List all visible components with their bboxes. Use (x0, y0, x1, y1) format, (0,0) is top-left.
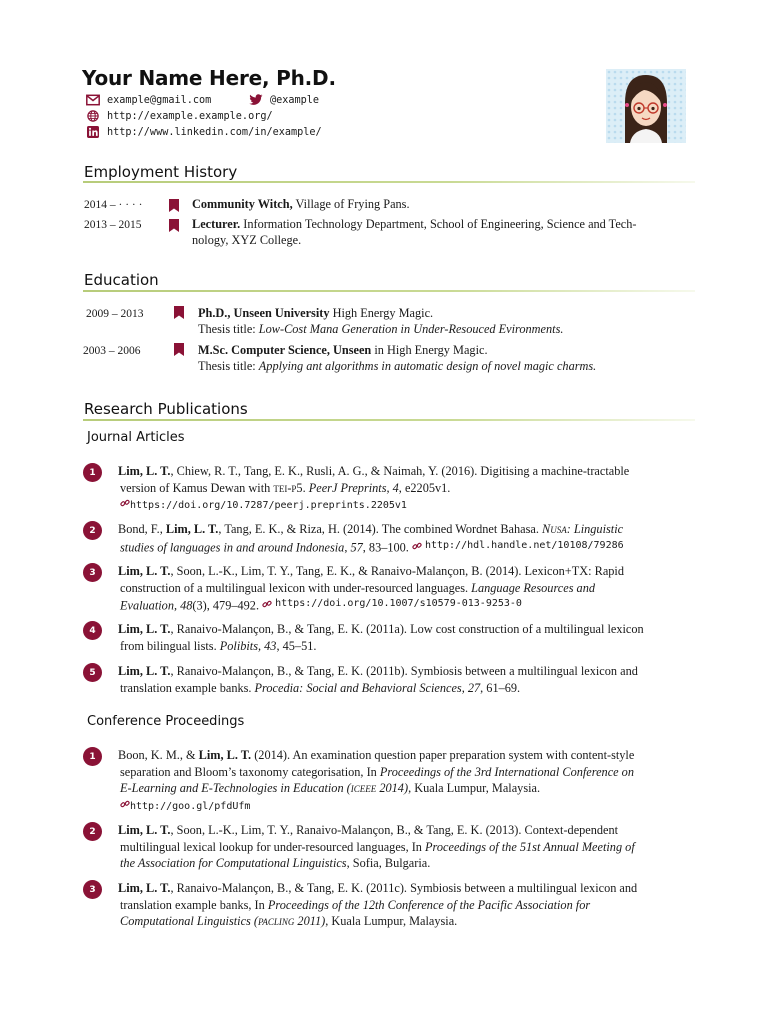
citation-venue: Polibits, 43 (219, 638, 277, 653)
employment-role: Community Witch, (192, 197, 293, 211)
citation-text: translation example banks, In (120, 897, 268, 912)
entry-number: 5 (83, 663, 102, 682)
citation-venue: Proceedings of the 12th Conference of the Pacific Association for (267, 897, 591, 912)
entry-number: 1 (83, 463, 102, 482)
citation-smallcaps: pacling 2011 (258, 914, 322, 928)
handle-link[interactable] (412, 538, 624, 555)
citation-venue: Nusa (542, 522, 567, 536)
citation-text: separation and Bloom’s taxonomy categorisation, In (120, 764, 380, 779)
degree: Ph.D., Unseen University (198, 306, 330, 320)
citation-text: , Ranaivo-Malançon, B., & Tang, E. K. (2011c). Symbiosis between a multilingual lexicon and (170, 881, 638, 895)
citation-text: , (344, 539, 351, 554)
bookmark-icon (174, 306, 184, 319)
citation-smallcaps: tei-p5 (273, 480, 303, 495)
citation-venue: E-Learning and E-Technologies in Education ( (120, 781, 351, 795)
citation-text: , Soon, L.-K., Lim, T. Y., Tang, E. K., & Ranaivo-Malançon, B. (2014). Lexicon+TX: Rapid (170, 564, 624, 578)
employment-detail: Information Technology Department, School of Engineering, Science and Tech- (240, 217, 637, 231)
entry-number: 2 (83, 822, 102, 841)
twitter-handle[interactable]: @example (270, 94, 320, 106)
employment-detail: Village of Frying Pans. (292, 197, 410, 211)
link-icon (120, 498, 130, 508)
employment-role: Lecturer. (192, 217, 241, 231)
degree-field: in High Energy Magic. (371, 343, 488, 357)
citation-volume: 57 (350, 539, 363, 554)
entry-dates: 2014 – · · · · (84, 199, 143, 211)
linkedin-url[interactable]: http://www.linkedin.com/in/example/ (107, 126, 322, 138)
citation-venue: ) (321, 914, 326, 928)
email-contact[interactable] (86, 94, 211, 106)
citation-text: (2014). An examination question paper preparation system with content-style (251, 748, 635, 762)
citation-venue: Computational Linguistics ( (120, 914, 259, 928)
entry-number: 4 (83, 621, 102, 640)
citation-text: , 61–69. (480, 680, 521, 695)
citation-text: . (302, 480, 309, 495)
citation-text: (3), 479–492. (192, 598, 263, 613)
twitter-icon (249, 94, 263, 106)
section-divider (83, 181, 695, 183)
bookmark-icon (169, 199, 179, 212)
handle-url[interactable]: http://hdl.handle.net/10108/79286 (424, 539, 624, 551)
citation-text: , Tang, E. K., & Riza, H. (2014). The combined Wordnet Bahasa. (218, 522, 542, 536)
author-highlight: Lim, L. T. (165, 522, 219, 536)
degree: M.Sc. Computer Science, Unseen (198, 343, 372, 357)
citation-venue: studies of languages in and around Indonesia (120, 539, 345, 554)
employment-detail-cont: nology, XYZ College. (192, 233, 302, 247)
citation-text: , 83–100. (362, 539, 412, 554)
citation-text: , Soon, L.-K., Lim, T. Y., Ranaivo-Malançon, B., & Tang, E. K. (2013). Context-dependent (170, 823, 619, 837)
thesis-title: Applying ant algorithms in automatic design of novel magic charms. (258, 359, 597, 373)
citation-venue: Proceedings of the 51st Annual Meeting of (425, 839, 635, 854)
citation-text: , Ranaivo-Malançon, B., & Tang, E. K. (2011b). Symbiosis between a multilingual lexicon and (170, 664, 638, 678)
thesis-label: Thesis title: (198, 359, 259, 373)
thesis-title: Low-Cost Mana Generation in Under-Resouced Evironments. (258, 322, 564, 336)
citation-text: translation example banks. (120, 680, 255, 695)
homepage-contact[interactable] (86, 110, 273, 122)
bookmark-icon (169, 219, 179, 232)
author-highlight: Lim, L. T. (118, 564, 171, 578)
doi-url[interactable]: https://doi.org/10.7287/peerj.preprints.2205v1 (130, 500, 407, 511)
entry-dates: 2003 – 2006 (83, 345, 141, 357)
author-highlight: Lim, L. T. (118, 881, 171, 895)
short-url[interactable]: http://goo.gl/pfdUfm (130, 800, 251, 812)
citation-text: , Ranaivo-Malançon, B., & Tang, E. K. (2011a). Low cost construction of a multilingual lexicon (170, 622, 644, 636)
person-name: Your Name Here, Ph.D. (82, 66, 336, 90)
linkedin-icon (86, 126, 100, 138)
link-icon (120, 799, 130, 809)
entry-dates: 2009 – 2013 (86, 308, 144, 320)
citation-text: , 45–51. (276, 638, 317, 653)
citation-venue: the Association for Computational Linguistics (120, 856, 347, 870)
avatar (606, 69, 686, 143)
citation-venue: ) (403, 781, 409, 795)
citation-text: Boon, K. M., & (118, 748, 199, 762)
education-section-title: Education (84, 271, 159, 289)
citation-venue: : Linguistic (566, 522, 624, 536)
author-highlight: Lim, L. T. (118, 664, 171, 678)
thesis-label: Thesis title: (198, 322, 259, 336)
citation-venue: Procedia: Social and Behavioral Sciences, 27 (254, 680, 481, 695)
citation-text: multilingual lexical lookup for under-resourced languages, In (120, 839, 426, 854)
publications-section-title: Research Publications (84, 400, 248, 418)
author-highlight: Lim, L. T. (198, 748, 252, 762)
citation-smallcaps: iceee 2014 (350, 781, 404, 795)
linkedin-contact[interactable] (86, 126, 322, 138)
section-divider (83, 419, 695, 421)
author-highlight: Lim, L. T. (118, 823, 171, 837)
citation-venue: PeerJ Preprints, 4 (308, 480, 399, 495)
entry-dates: 2013 – 2015 (84, 219, 142, 231)
citation-text: Bond, F., (118, 522, 166, 536)
citation-venue: Evaluation, 48 (120, 598, 193, 613)
citation-text: , Chiew, R. T., Tang, E. K., Rusli, A. G., & Naimah, Y. (2016). Digitising a machine-tractable (170, 464, 630, 478)
citation-venue: Language Resources and (471, 580, 596, 595)
employment-section-title: Employment History (84, 163, 238, 181)
doi-link[interactable] (118, 496, 690, 515)
doi-url[interactable]: https://doi.org/10.1007/s10579-013-9253-0 (275, 598, 522, 609)
homepage-url[interactable]: http://example.example.org/ (107, 110, 273, 122)
envelope-icon (86, 94, 100, 106)
citation-text: , e2205v1. (398, 480, 451, 495)
entry-number: 3 (83, 563, 102, 582)
citation-text: construction of a multilingual lexicon with under-resourced languages. (120, 580, 472, 595)
citation-text: , Sofia, Bulgaria. (346, 856, 431, 870)
journal-articles-title: Journal Articles (87, 430, 185, 445)
citation-text: , Kuala Lumpur, Malaysia. (325, 914, 458, 928)
degree-field: High Energy Magic. (329, 306, 434, 320)
author-highlight: Lim, L. T. (118, 464, 171, 478)
globe-icon (86, 110, 100, 122)
citation-venue: Proceedings of the 3rd International Conference on (379, 764, 634, 779)
citation-text: , Kuala Lumpur, Malaysia. (408, 781, 541, 795)
bookmark-icon (174, 343, 184, 356)
entry-number: 1 (83, 747, 102, 766)
author-highlight: Lim, L. T. (118, 622, 171, 636)
entry-number: 2 (83, 521, 102, 540)
twitter-contact[interactable] (249, 94, 319, 106)
link-icon (262, 599, 272, 609)
link-icon (412, 541, 422, 551)
doi-link[interactable] (262, 596, 522, 613)
citation-text: version of Kamus Dewan with (120, 480, 274, 495)
citation-text: from bilingual lists. (120, 638, 220, 653)
conference-proceedings-title: Conference Proceedings (87, 714, 245, 729)
section-divider (83, 290, 695, 292)
email-address[interactable]: example@gmail.com (107, 94, 212, 106)
short-link[interactable] (118, 797, 690, 816)
entry-number: 3 (83, 880, 102, 899)
